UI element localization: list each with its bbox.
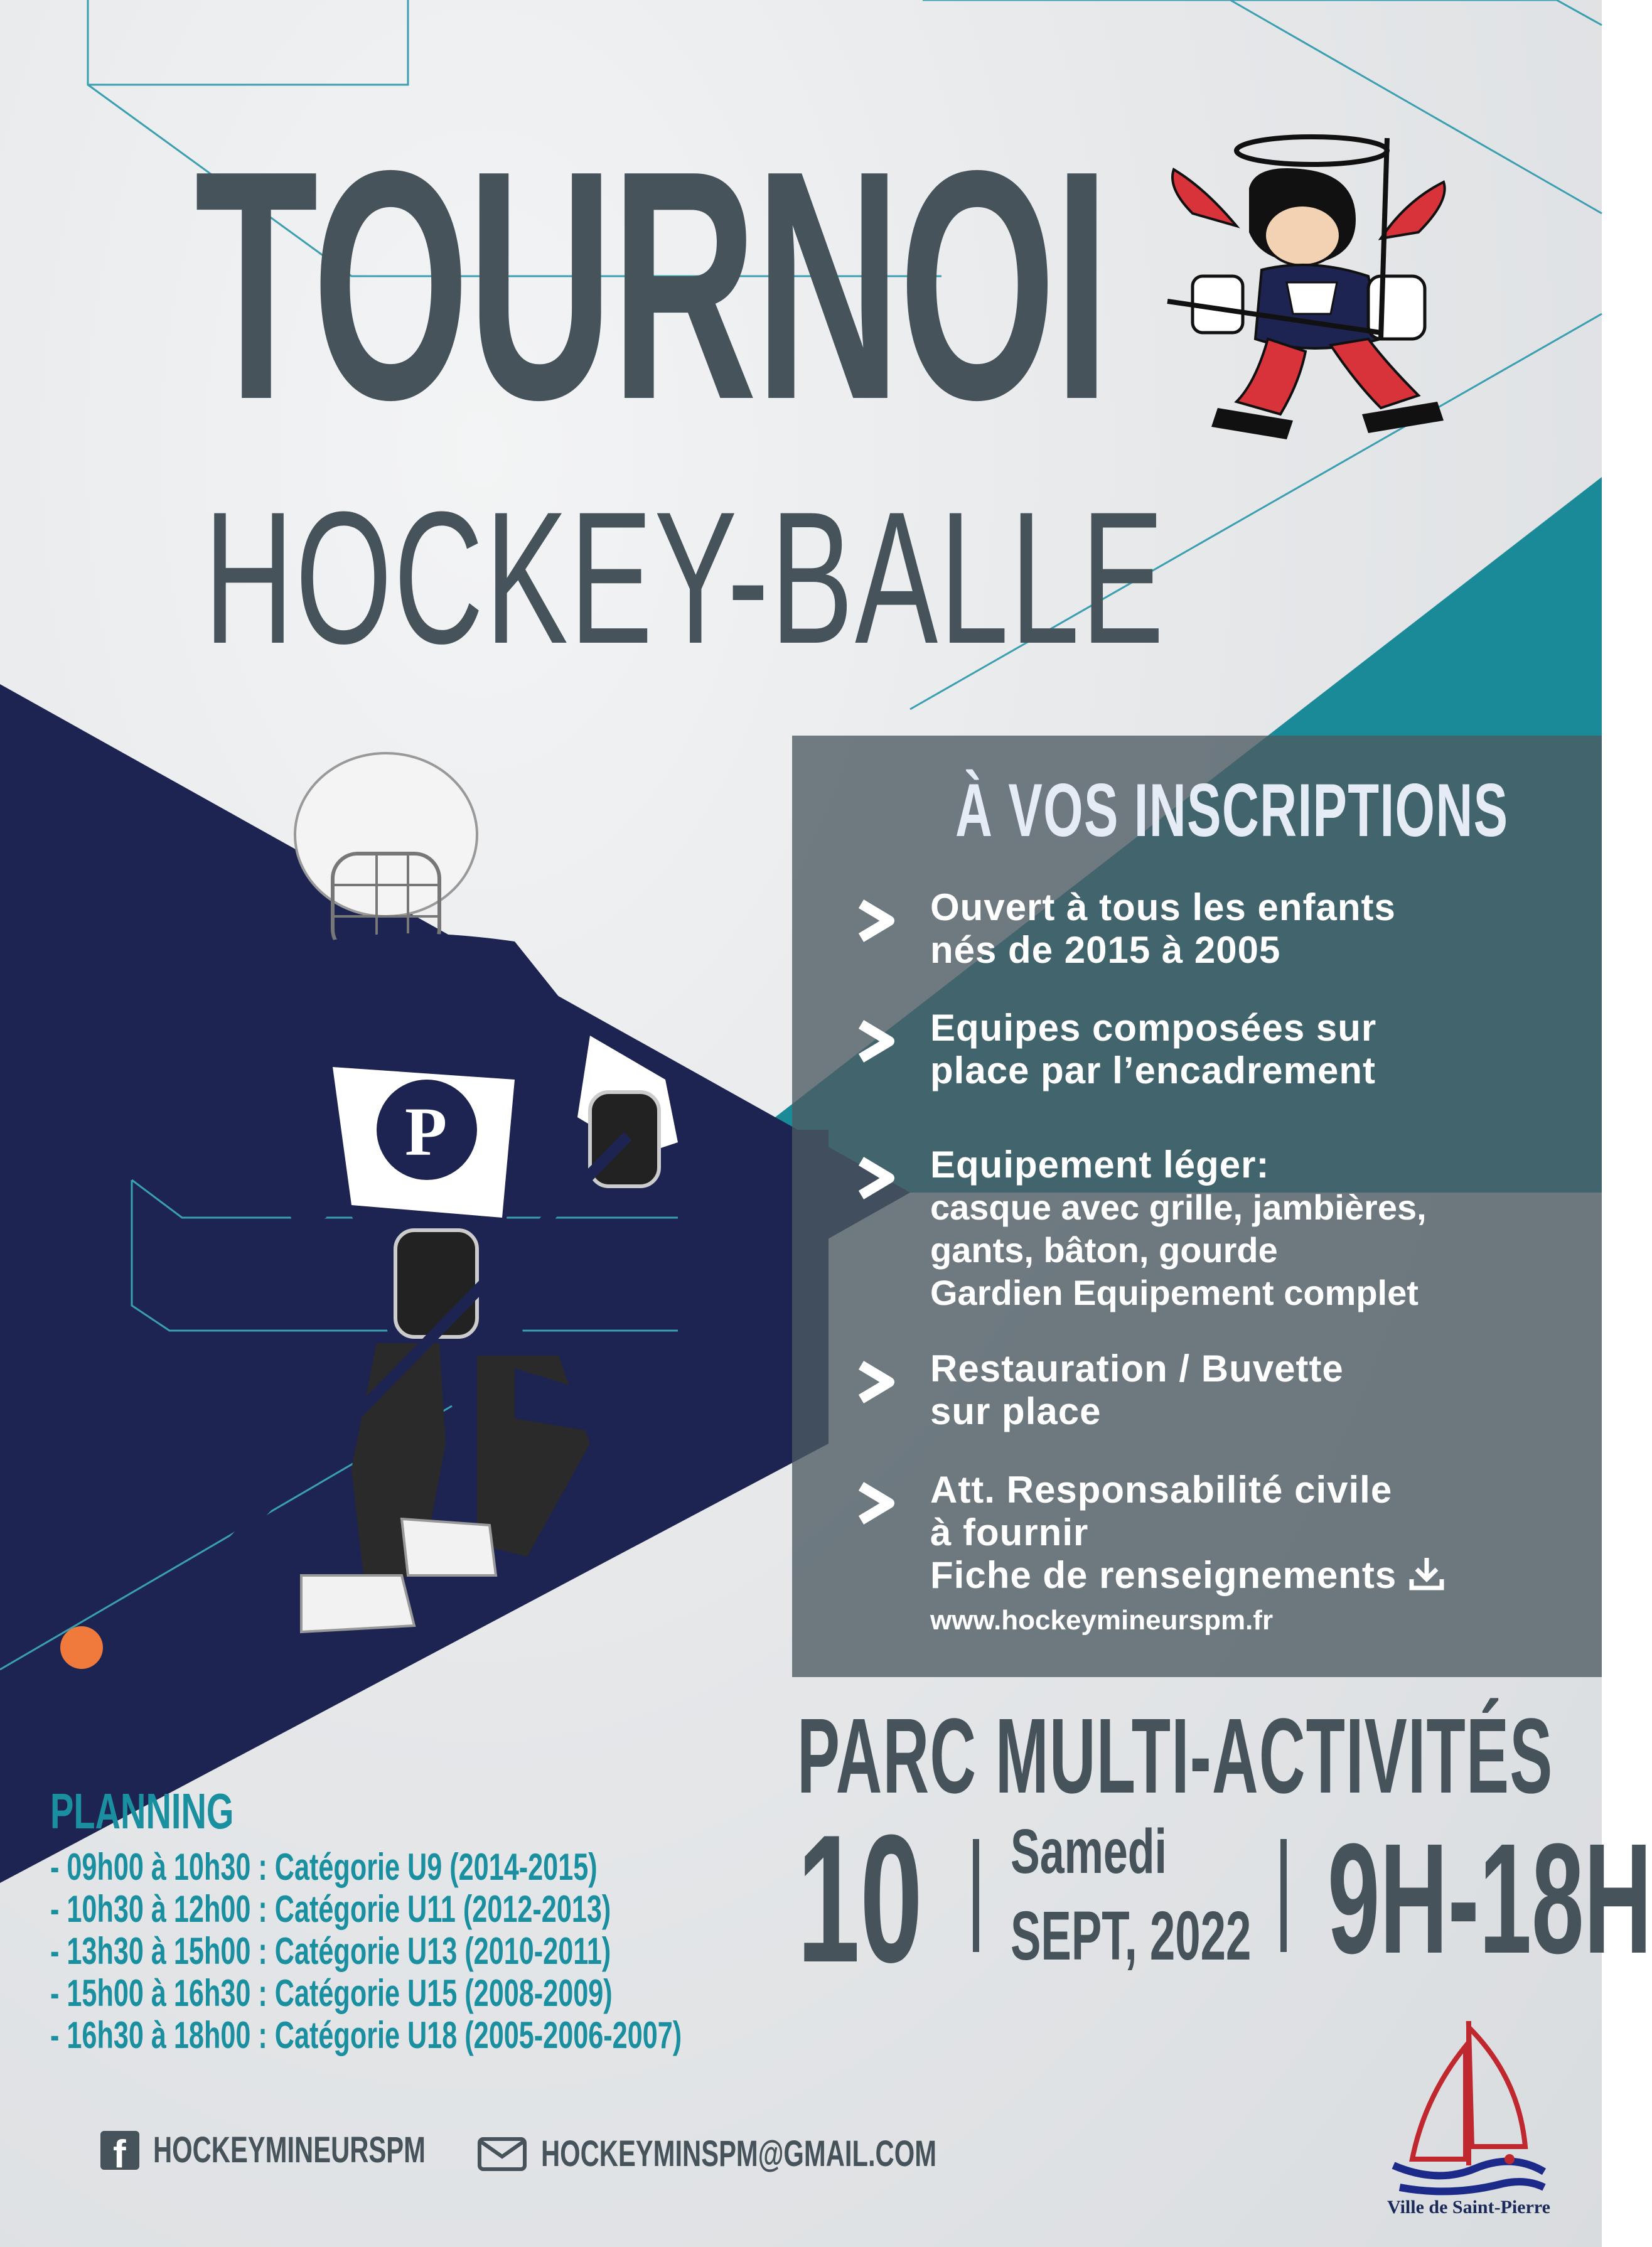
info-text: casque avec grille, jambières, bbox=[930, 1188, 1427, 1227]
chevron-right-icon bbox=[855, 1481, 899, 1525]
planning-row: - 16h30 à 18h00 : Catégorie U18 (2005-2006-2007) bbox=[50, 2014, 682, 2056]
city-logo bbox=[1375, 2008, 1563, 2216]
registration-heading: À VOS INSCRIPTIONS bbox=[955, 768, 1509, 852]
planning-section bbox=[50, 1783, 927, 2056]
divider bbox=[973, 1839, 979, 1952]
chevron-right-icon bbox=[855, 899, 899, 943]
planning-row: - 15h00 à 16h30 : Catégorie U15 (2008-2009) bbox=[50, 1972, 613, 2014]
info-text: Att. Responsabilité civile bbox=[930, 1469, 1393, 1511]
facebook-handle: HOCKEYMINEURSPM bbox=[153, 2130, 426, 2170]
info-text: Restauration / Buvette bbox=[930, 1348, 1344, 1390]
info-text: à fournir bbox=[930, 1511, 1089, 1553]
info-text: Gardien Equipement complet bbox=[930, 1273, 1419, 1312]
player-illustration bbox=[38, 741, 741, 1688]
info-text: nés de 2015 à 2005 bbox=[930, 929, 1281, 971]
info-text: Equipes composées sur bbox=[930, 1007, 1377, 1049]
svg-text:P: P bbox=[405, 1093, 448, 1170]
city-name: Ville de Saint-Pierre bbox=[1387, 2197, 1550, 2218]
planning-row: - 10h30 à 12h00 : Catégorie U11 (2012-2013) bbox=[50, 1888, 611, 1930]
website-link[interactable]: www.hockeymineurspm.fr bbox=[930, 1605, 1274, 1636]
chevron-right-icon bbox=[855, 1019, 899, 1063]
info-text: Ouvert à tous les enfants bbox=[930, 886, 1396, 928]
planning-row: - 13h30 à 15h00 : Catégorie U13 (2010-2011) bbox=[50, 1930, 611, 1972]
registration-panel bbox=[792, 736, 1602, 1677]
mail-icon bbox=[477, 2137, 527, 2172]
planning-row: - 09h00 à 10h30 : Catégorie U9 (2014-2015) bbox=[50, 1846, 598, 1888]
chevron-right-icon bbox=[855, 1156, 899, 1200]
facebook-icon: f bbox=[100, 2131, 139, 2170]
info-text: Fiche de renseignements bbox=[930, 1554, 1397, 1596]
mascot-angel-hockey-player bbox=[1167, 132, 1456, 458]
venue-name: PARC MULTI-ACTIVITÉS bbox=[797, 1697, 1553, 1816]
event-day: 10 bbox=[797, 1797, 923, 2000]
info-text: sur place bbox=[930, 1390, 1102, 1432]
facebook-link[interactable] bbox=[100, 2129, 532, 2176]
info-text: Equipement léger: bbox=[930, 1144, 1270, 1186]
divider bbox=[1280, 1839, 1287, 1952]
chevron-right-icon bbox=[855, 1360, 899, 1404]
download-icon[interactable] bbox=[1408, 1554, 1446, 1592]
planning-title: PLANNING bbox=[50, 1783, 234, 1839]
poster-title: TOURNOI bbox=[195, 103, 1108, 468]
info-text: gants, bâton, gourde bbox=[930, 1230, 1278, 1270]
event-hours: 9H-18H bbox=[1328, 1811, 1652, 1986]
event-weekday: Samedi bbox=[1011, 1816, 1167, 1887]
email-address: HOCKEYMINSPM@GMAIL.COM bbox=[541, 2133, 936, 2174]
info-form-link[interactable] bbox=[930, 1554, 1446, 1597]
event-month-year: SEPT, 2022 bbox=[1011, 1897, 1252, 1975]
info-text: place par l’encadrement bbox=[930, 1049, 1376, 1091]
poster-subtitle: HOCKEY-BALLE bbox=[204, 472, 1166, 683]
email-link[interactable] bbox=[477, 2133, 1090, 2175]
